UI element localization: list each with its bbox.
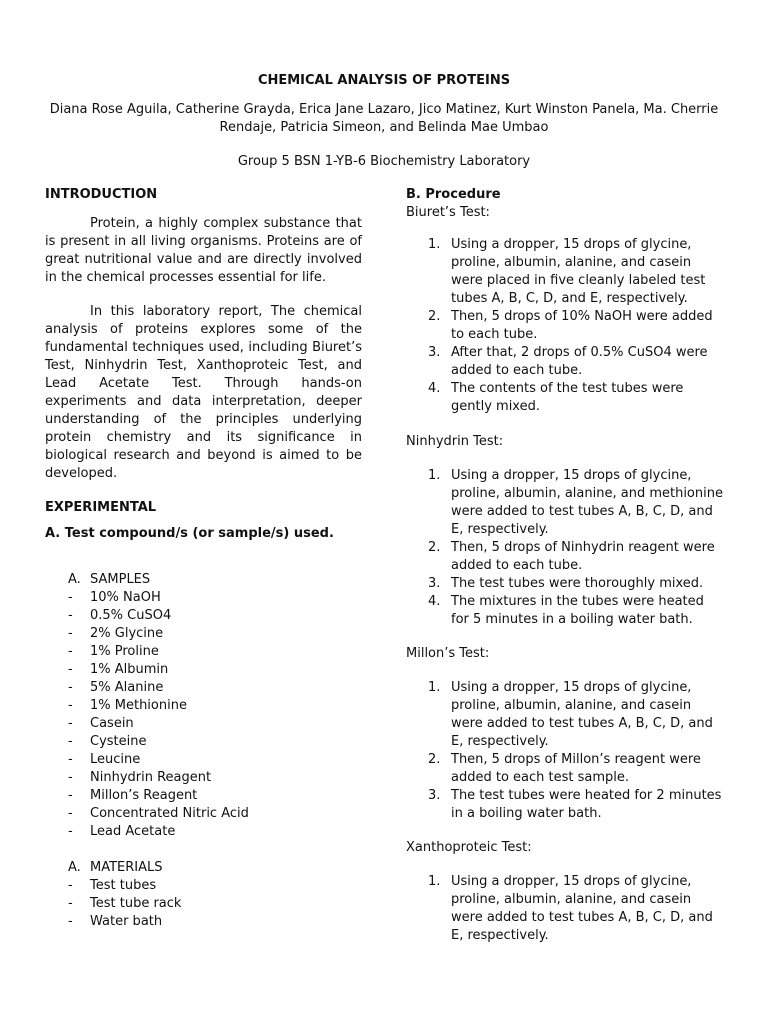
millon-step: 1. Using a dropper, 15 drops of glycine, proline, albumin, alanine, and casein were added to test tubes A, B, C, D, and E, respectively. [428,680,713,749]
dash-marker: - [68,824,73,839]
sample-item: - Cysteine [68,734,147,749]
material-item: - Test tubes [68,878,157,893]
sample-item: - 0.5% CuSO4 [68,608,172,623]
sample-item: - Leucine [68,752,141,767]
step-number: 1. [428,468,441,483]
sample-item: - 1% Proline [68,644,159,659]
biuret-steps [406,236,724,416]
sample-item: - Concentrated Nitric Acid [68,806,249,821]
dash-marker: - [68,788,73,803]
test-compounds-heading: A. Test compound/s (or sample/s) used. [45,526,334,541]
materials-label: A. MATERIALS [68,860,163,875]
dash-marker: - [68,608,73,623]
introduction-paragraph-1: Protein, a highly complex substance that is present in all living organisms. Proteins are of great nutritional value and are directly involved in the chemical processes essential for life. [45,216,362,285]
samples-label: A. SAMPLES [68,572,151,587]
biuret-step: 3. After that, 2 drops of 0.5% CuSO4 were added to each tube. [428,345,708,378]
step-number: 2. [428,752,441,767]
dash-marker: - [68,680,73,695]
procedure-heading: B. Procedure [406,187,501,202]
step-number: 3. [428,345,441,360]
ninhydrin-step: 2. Then, 5 drops of Ninhydrin reagent were added to each tube. [428,540,715,573]
xanthoproteic-steps [406,873,724,945]
ninhydrin-step: 3. The test tubes were thoroughly mixed. [428,576,704,591]
experimental-heading: EXPERIMENTAL [45,500,157,515]
samples-list [45,571,362,841]
step-number: 3. [428,788,441,803]
dash-marker: - [68,806,73,821]
introduction-paragraph-2: In this laboratory report, The chemical analysis of proteins explores some of the fundamental techniques used, including Biuret’s Test, Ninhydrin Test, Xanthoproteic Test, and Lead Acetate Test. Through hands-on experiments and data interpretation, deeper understanding of the principles underlying protein chemistry and its significance in biological research and beyond is aimed to be developed. [45,304,362,481]
millon-steps [406,679,724,823]
dash-marker: - [68,644,73,659]
sample-item: - 1% Methionine [68,698,187,713]
sample-item: - 2% Glycine [68,626,164,641]
biuret-step: 1. Using a dropper, 15 drops of glycine, proline, albumin, alanine, and casein were placed in five cleanly labeled test tubes A, B, C, D, and E, respectively. [428,237,706,306]
dash-marker: - [68,716,73,731]
dash-marker: - [68,626,73,641]
dash-marker: - [68,698,73,713]
millon-step: 2. Then, 5 drops of Millon’s reagent were added to each test sample. [428,752,701,785]
ninhydrin-steps [406,467,724,629]
materials-list [45,859,362,931]
ninhydrin-step: 1. Using a dropper, 15 drops of glycine, proline, albumin, alanine, and methionine were added to test tubes A, B, C, D, and E, respectively. [428,468,723,537]
materials-marker: A. [68,860,81,875]
left-column [45,186,362,931]
sample-item: - 10% NaOH [68,590,161,605]
dash-marker: - [68,914,73,929]
ninhydrin-step: 4. The mixtures in the tubes were heated for 5 minutes in a boiling water bath. [428,594,704,627]
step-number: 1. [428,237,441,252]
sample-item: - 1% Albumin [68,662,169,677]
sample-item: - Lead Acetate [68,824,176,839]
sample-item: - Ninhydrin Reagent [68,770,212,785]
biuret-step: 2. Then, 5 drops of 10% NaOH were added to each tube. [428,309,713,342]
dash-marker: - [68,590,73,605]
sample-item: - 5% Alanine [68,680,164,695]
right-column [406,186,724,945]
ninhydrin-title: Ninhydrin Test: [406,434,504,449]
biuret-step: 4. The contents of the test tubes were gently mixed. [428,381,684,414]
dash-marker: - [68,752,73,767]
samples-marker: A. [68,572,81,587]
dash-marker: - [68,734,73,749]
sample-item: - Casein [68,716,134,731]
dash-marker: - [68,770,73,785]
dash-marker: - [68,896,73,911]
sample-item: - Millon’s Reagent [68,788,198,803]
step-number: 2. [428,540,441,555]
biuret-title: Biuret’s Test: [406,205,490,220]
xanthoproteic-title: Xanthoproteic Test: [406,840,532,855]
step-number: 4. [428,381,441,396]
authors-line: Diana Rose Aguila, Catherine Grayda, Erica Jane Lazaro, Jico Matinez, Kurt Winston Panela, Ma. Cherrie Rendaje, Patricia Simeon, and Belinda Mae Umbao [49,102,719,135]
dash-marker: - [68,878,73,893]
millon-step: 3. The test tubes were heated for 2 minutes in a boiling water bath. [428,788,722,821]
xanthoproteic-step: 1. Using a dropper, 15 drops of glycine, proline, albumin, alanine, and casein were added to test tubes A, B, C, D, and E, respectively. [428,874,713,943]
group-line: Group 5 BSN 1-YB-6 Biochemistry Laboratory [237,154,531,169]
millon-title: Millon’s Test: [406,646,490,661]
document-title: CHEMICAL ANALYSIS OF PROTEINS [257,73,511,88]
step-number: 1. [428,874,441,889]
dash-marker: - [68,662,73,677]
material-item: - Test tube rack [68,896,182,911]
step-number: 4. [428,594,441,609]
step-number: 3. [428,576,441,591]
introduction-heading: INTRODUCTION [45,187,158,202]
step-number: 1. [428,680,441,695]
material-item: - Water bath [68,914,163,929]
step-number: 2. [428,309,441,324]
